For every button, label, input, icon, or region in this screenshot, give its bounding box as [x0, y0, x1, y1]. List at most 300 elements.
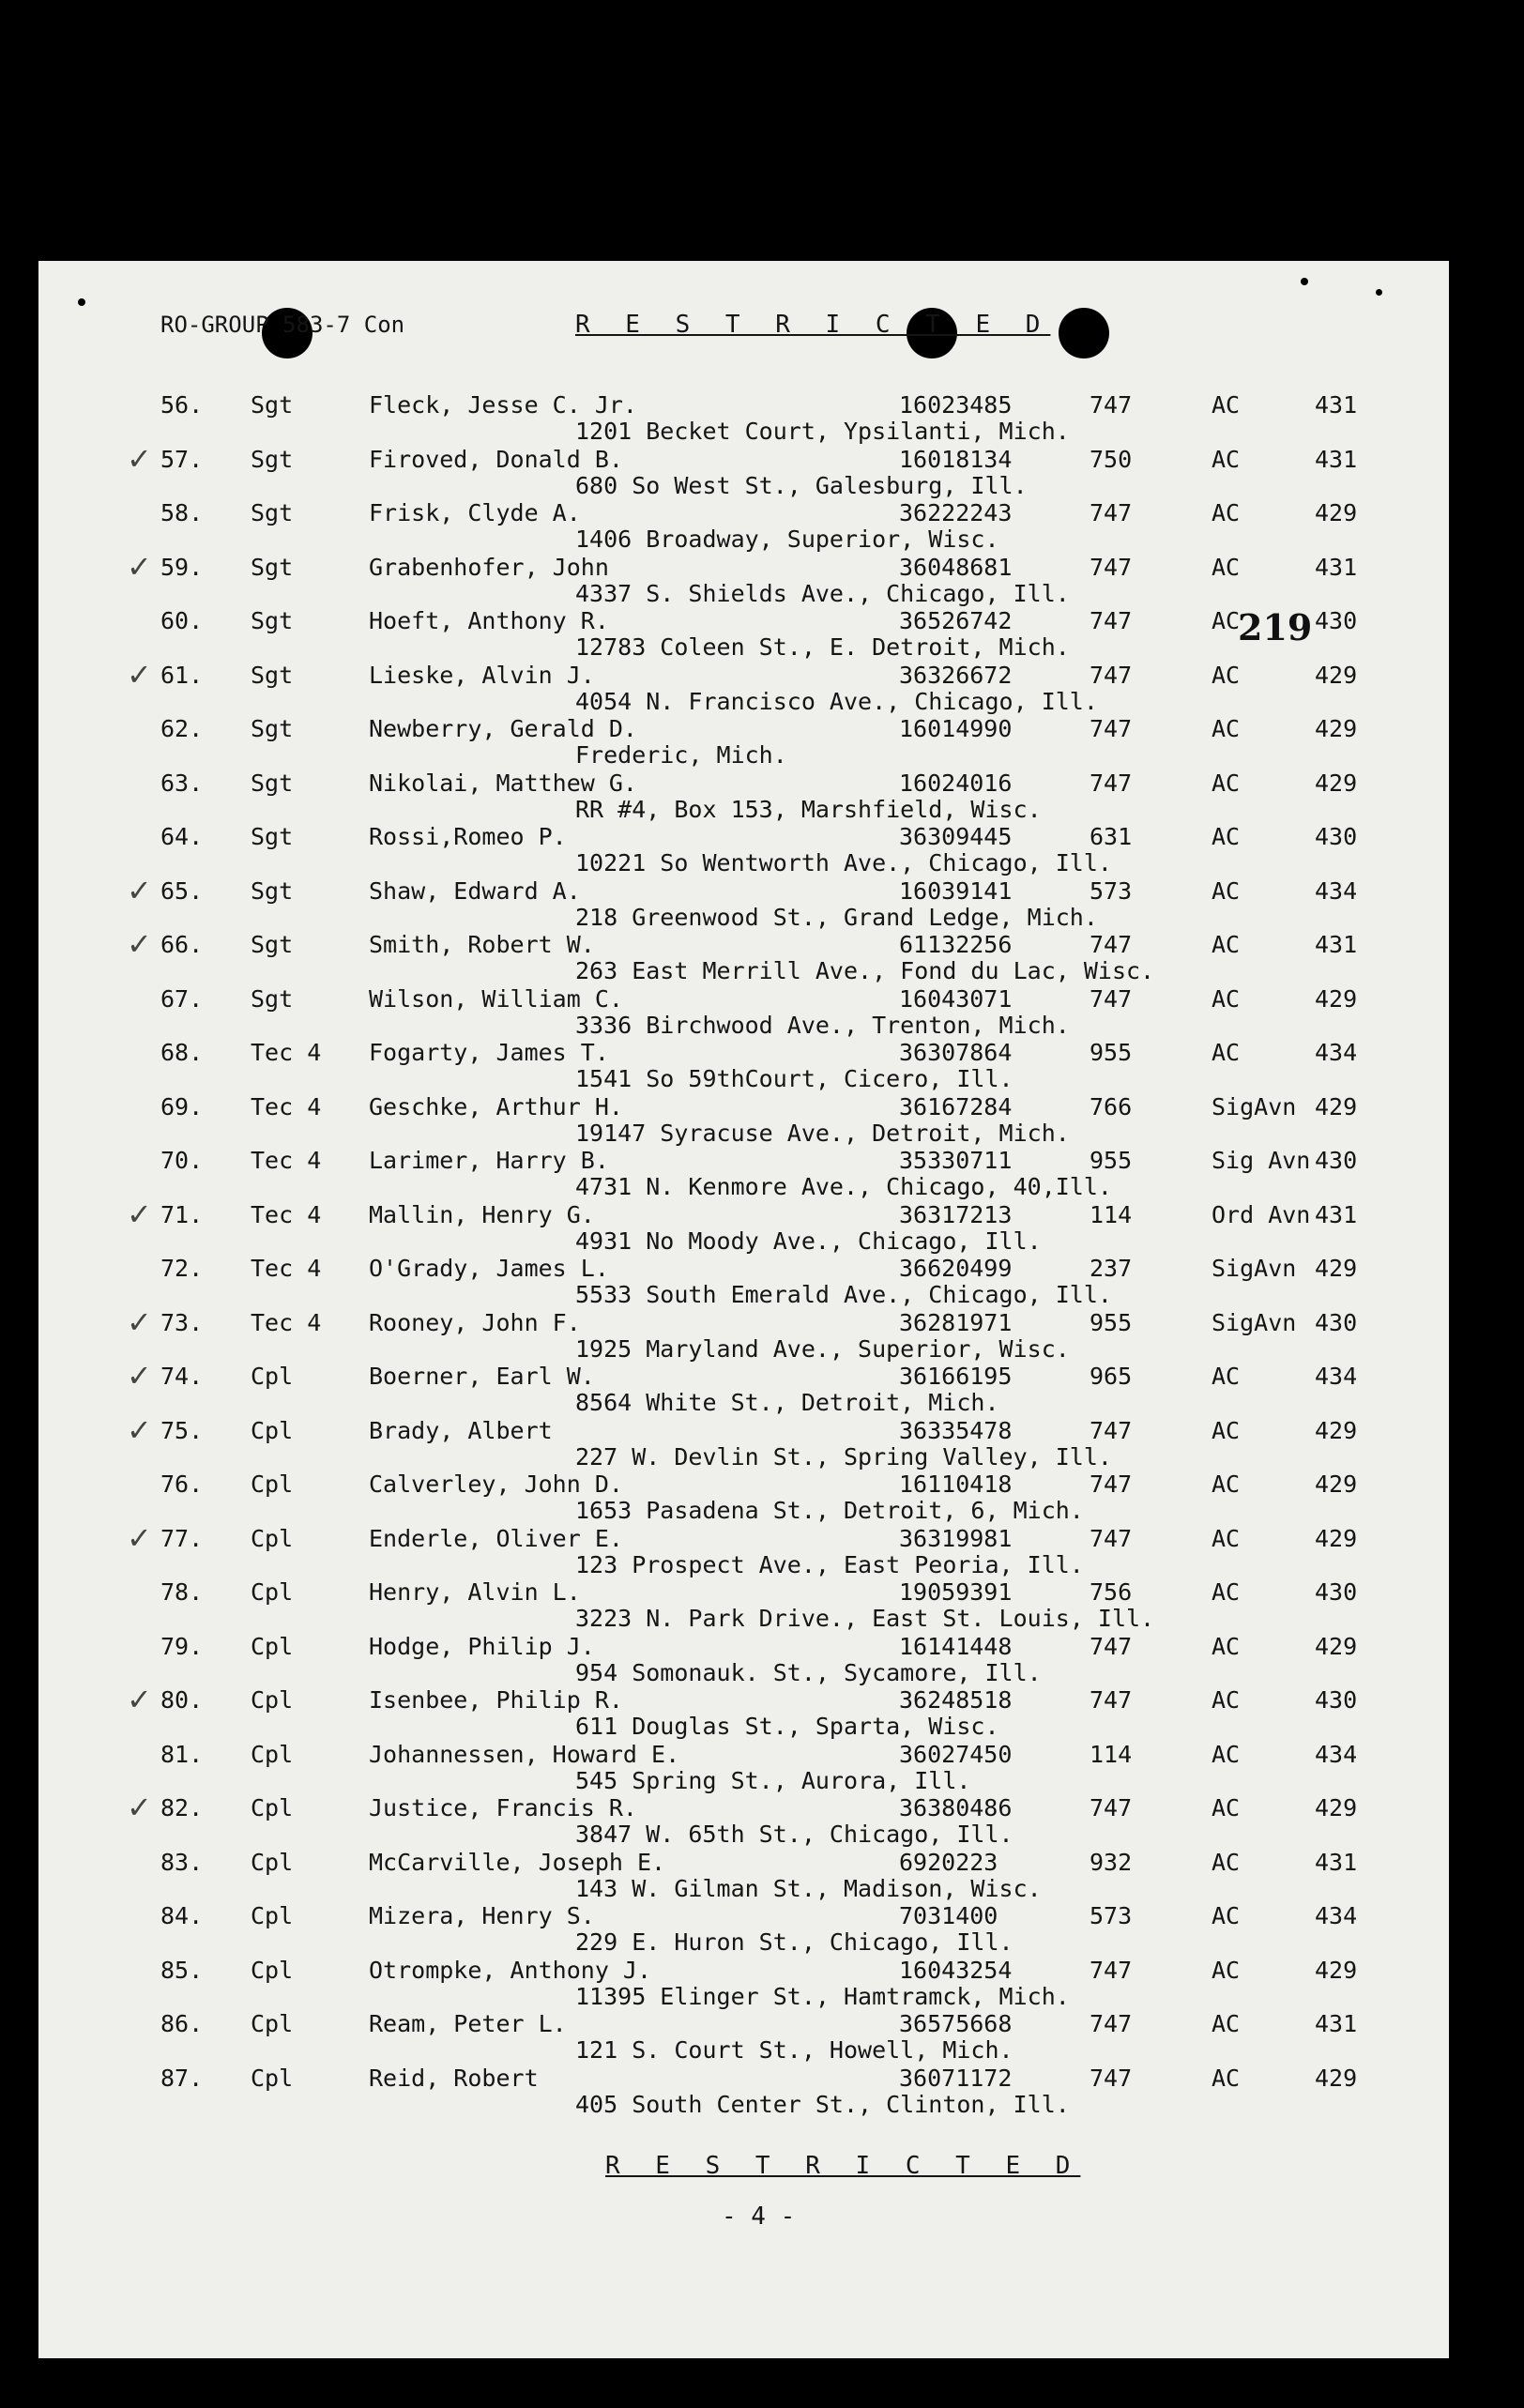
roster-address: 19147 Syracuse Ave., Detroit, Mich.	[575, 1120, 1070, 1147]
roster-no: 74.	[160, 1363, 204, 1390]
roster-code: 430	[1315, 1686, 1358, 1714]
roster-name: Shaw, Edward A.	[369, 877, 581, 905]
roster-row	[38, 1304, 1449, 1340]
roster-name: Mallin, Henry G.	[369, 1201, 595, 1228]
roster-rank: Sgt	[251, 931, 294, 958]
roster-code: 429	[1315, 1093, 1358, 1120]
roster-rank: Cpl	[251, 1633, 294, 1660]
roster-address: 545 Spring St., Aurora, Ill.	[575, 1767, 971, 1794]
roster-name: Ream, Peter L.	[369, 2010, 567, 2037]
roster-no: 80.	[160, 1686, 204, 1714]
roster-name: Johannessen, Howard E.	[369, 1741, 680, 1768]
roster-no: 63.	[160, 770, 204, 797]
roster-name: Calverley, John D.	[369, 1471, 623, 1498]
roster-rank: Cpl	[251, 1957, 294, 1984]
roster-rank: Tec 4	[251, 1147, 322, 1174]
roster-address: 3336 Birchwood Ave., Trenton, Mich.	[575, 1012, 1070, 1039]
roster-name: Smith, Robert W.	[369, 931, 595, 958]
roster-no: 84.	[160, 1902, 204, 1929]
roster-row	[38, 1790, 1449, 1825]
roster-name: Nikolai, Matthew G.	[369, 770, 637, 797]
roster-rank: Sgt	[251, 985, 294, 1013]
roster-code: 429	[1315, 1255, 1358, 1282]
roster-no: 79.	[160, 1633, 204, 1660]
roster-address: 121 S. Court St., Howell, Mich.	[575, 2036, 1013, 2064]
roster-row	[38, 1634, 1449, 1662]
roster-name: Fleck, Jesse C. Jr.	[369, 391, 637, 419]
roster-name: Larimer, Harry B.	[369, 1147, 609, 1174]
roster-code: 429	[1315, 2065, 1358, 2092]
roster-name: Justice, Francis R.	[369, 1794, 637, 1821]
roster-rank: Tec 4	[251, 1039, 322, 1066]
roster-name: Boerner, Earl W.	[369, 1363, 595, 1390]
roster-mos: 747	[1090, 2065, 1133, 2092]
roster-mos: 747	[1090, 1417, 1133, 1444]
roster-rank: Sgt	[251, 499, 294, 526]
roster-row	[38, 1742, 1449, 1770]
roster-rank: Cpl	[251, 1363, 294, 1390]
roster-code: 434	[1315, 1363, 1358, 1390]
roster-branch: AC	[1212, 2010, 1241, 2037]
roster-name: Otrompke, Anthony J.	[369, 1957, 652, 1984]
roster-mos: 747	[1090, 1525, 1133, 1552]
roster-row	[38, 1520, 1449, 1556]
roster-rank: Cpl	[251, 1417, 294, 1444]
roster-list	[38, 261, 1449, 2358]
roster-no: 68.	[160, 1039, 204, 1066]
roster-name: Firoved, Donald B.	[369, 446, 623, 473]
checkmark-icon: ✓	[127, 549, 152, 585]
roster-row	[38, 1958, 1449, 1986]
roster-no: 87.	[160, 2065, 204, 2092]
roster-serial: 16014990	[899, 715, 1013, 742]
roster-mos: 237	[1090, 1255, 1133, 1282]
roster-serial: 16043071	[899, 985, 1013, 1013]
roster-name: Enderle, Oliver E.	[369, 1525, 623, 1552]
roster-mos: 747	[1090, 554, 1133, 581]
roster-serial: 36048681	[899, 554, 1013, 581]
roster-row	[38, 716, 1449, 744]
roster-row	[38, 1094, 1449, 1122]
roster-branch: Ord Avn	[1212, 1201, 1311, 1228]
roster-no: 77.	[160, 1525, 204, 1552]
roster-no: 76.	[160, 1471, 204, 1498]
roster-branch: AC	[1212, 877, 1241, 905]
roster-serial: 36620499	[899, 1255, 1013, 1282]
roster-row	[38, 441, 1449, 477]
roster-mos: 955	[1090, 1147, 1133, 1174]
roster-branch: AC	[1212, 446, 1241, 473]
roster-rank: Cpl	[251, 1578, 294, 1606]
roster-rank: Cpl	[251, 1902, 294, 1929]
roster-code: 429	[1315, 770, 1358, 797]
roster-name: Grabenhofer, John	[369, 554, 609, 581]
roster-row	[38, 1471, 1449, 1500]
roster-address: 4337 S. Shields Ave., Chicago, Ill.	[575, 580, 1070, 607]
roster-serial: 16039141	[899, 877, 1013, 905]
roster-rank: Cpl	[251, 1471, 294, 1498]
roster-branch: AC	[1212, 1525, 1241, 1552]
roster-name: Mizera, Henry S.	[369, 1902, 595, 1929]
roster-serial: 36307864	[899, 1039, 1013, 1066]
roster-mos: 766	[1090, 1093, 1133, 1120]
roster-branch: AC	[1212, 499, 1241, 526]
roster-code: 431	[1315, 2010, 1358, 2037]
roster-mos: 965	[1090, 1363, 1133, 1390]
roster-no: 64.	[160, 823, 204, 850]
roster-no: 66.	[160, 931, 204, 958]
roster-row	[38, 1196, 1449, 1232]
roster-rank: Cpl	[251, 1794, 294, 1821]
roster-address: 263 East Merrill Ave., Fond du Lac, Wisc.	[575, 957, 1155, 984]
checkmark-icon: ✓	[127, 1304, 152, 1340]
roster-code: 430	[1315, 1578, 1358, 1606]
roster-branch: AC	[1212, 607, 1241, 634]
roster-name: Hodge, Philip J.	[369, 1633, 595, 1660]
roster-branch: AC	[1212, 1417, 1241, 1444]
roster-branch: SigAvn	[1212, 1309, 1297, 1336]
checkmark-icon: ✓	[127, 1358, 152, 1394]
roster-branch: AC	[1212, 985, 1241, 1013]
roster-code: 434	[1315, 1741, 1358, 1768]
roster-mos: 114	[1090, 1741, 1133, 1768]
roster-code: 429	[1315, 662, 1358, 689]
roster-branch: AC	[1212, 1633, 1241, 1660]
roster-rank: Tec 4	[251, 1093, 322, 1120]
roster-row	[38, 926, 1449, 962]
speck	[480, 36, 489, 44]
roster-row	[38, 1148, 1449, 1176]
roster-code: 431	[1315, 931, 1358, 958]
roster-row	[38, 1412, 1449, 1448]
roster-no: 85.	[160, 1957, 204, 1984]
checkmark-icon: ✓	[127, 873, 152, 908]
roster-row	[38, 1256, 1449, 1284]
roster-branch: AC	[1212, 1471, 1241, 1498]
roster-address: 1406 Broadway, Superior, Wisc.	[575, 526, 999, 553]
roster-code: 430	[1315, 1147, 1358, 1174]
roster-no: 62.	[160, 715, 204, 742]
roster-address: Frederic, Mich.	[575, 741, 787, 769]
checkmark-icon: ✓	[127, 1682, 152, 1717]
roster-serial: 36281971	[899, 1309, 1013, 1336]
roster-address: 405 South Center St., Clinton, Ill.	[575, 2091, 1070, 2118]
roster-branch: AC	[1212, 1957, 1241, 1984]
roster-branch: AC	[1212, 1686, 1241, 1714]
roster-row	[38, 2065, 1449, 2094]
roster-mos: 747	[1090, 1471, 1133, 1498]
roster-mos: 747	[1090, 1633, 1133, 1660]
roster-no: 71.	[160, 1201, 204, 1228]
roster-name: Geschke, Arthur H.	[369, 1093, 623, 1120]
roster-mos: 955	[1090, 1309, 1133, 1336]
roster-address: 123 Prospect Ave., East Peoria, Ill.	[575, 1551, 1084, 1578]
roster-code: 429	[1315, 1417, 1358, 1444]
roster-row	[38, 500, 1449, 528]
roster-branch: AC	[1212, 1794, 1241, 1821]
roster-no: 78.	[160, 1578, 204, 1606]
roster-no: 72.	[160, 1255, 204, 1282]
roster-address: 4731 N. Kenmore Ave., Chicago, 40,Ill.	[575, 1173, 1112, 1200]
roster-serial: 19059391	[899, 1578, 1013, 1606]
roster-branch: Sig Avn	[1212, 1147, 1311, 1174]
roster-rank: Tec 4	[251, 1309, 322, 1336]
roster-serial: 6920223	[899, 1849, 998, 1876]
roster-rank: Cpl	[251, 2065, 294, 2092]
speck	[259, 62, 272, 71]
roster-serial: 7031400	[899, 1902, 998, 1929]
roster-mos: 573	[1090, 1902, 1133, 1929]
roster-address: 218 Greenwood St., Grand Ledge, Mich.	[575, 904, 1098, 931]
roster-rank: Sgt	[251, 770, 294, 797]
roster-rank: Cpl	[251, 1849, 294, 1876]
roster-row	[38, 1850, 1449, 1878]
roster-address: 1925 Maryland Ave., Superior, Wisc.	[575, 1335, 1070, 1363]
roster-code: 431	[1315, 446, 1358, 473]
checkmark-icon: ✓	[127, 926, 152, 962]
roster-rank: Cpl	[251, 1741, 294, 1768]
roster-row	[38, 824, 1449, 852]
roster-code: 430	[1315, 1309, 1358, 1336]
roster-address: 10221 So Wentworth Ave., Chicago, Ill.	[575, 849, 1112, 876]
roster-name: Fogarty, James T.	[369, 1039, 609, 1066]
roster-branch: AC	[1212, 554, 1241, 581]
speck	[364, 143, 375, 152]
header-restricted: R E S T R I C T E D	[575, 311, 1051, 339]
document-page	[38, 261, 1449, 2358]
roster-no: 81.	[160, 1741, 204, 1768]
roster-code: 434	[1315, 1039, 1358, 1066]
roster-mos: 747	[1090, 985, 1133, 1013]
roster-name: Lieske, Alvin J.	[369, 662, 595, 689]
roster-serial: 35330711	[899, 1147, 1013, 1174]
roster-code: 429	[1315, 1525, 1358, 1552]
roster-row	[38, 873, 1449, 908]
roster-serial: 16023485	[899, 391, 1013, 419]
roster-rank: Sgt	[251, 715, 294, 742]
roster-serial: 16043254	[899, 1957, 1013, 1984]
roster-branch: SigAvn	[1212, 1093, 1297, 1120]
roster-mos: 747	[1090, 499, 1133, 526]
roster-mos: 114	[1090, 1201, 1133, 1228]
roster-address: 611 Douglas St., Sparta, Wisc.	[575, 1713, 999, 1740]
roster-serial: 36326672	[899, 662, 1013, 689]
roster-no: 70.	[160, 1147, 204, 1174]
roster-serial: 36335478	[899, 1417, 1013, 1444]
roster-mos: 747	[1090, 770, 1133, 797]
roster-code: 431	[1315, 554, 1358, 581]
checkmark-icon: ✓	[127, 1412, 152, 1448]
roster-address: 3223 N. Park Drive., East St. Louis, Ill.	[575, 1605, 1155, 1632]
roster-branch: AC	[1212, 1039, 1241, 1066]
roster-address: 1653 Pasadena St., Detroit, 6, Mich.	[575, 1497, 1084, 1524]
roster-branch: AC	[1212, 391, 1241, 419]
roster-no: 57.	[160, 446, 204, 473]
roster-no: 69.	[160, 1093, 204, 1120]
roster-mos: 955	[1090, 1039, 1133, 1066]
roster-branch: AC	[1212, 1578, 1241, 1606]
roster-serial: 16110418	[899, 1471, 1013, 1498]
roster-mos: 747	[1090, 1794, 1133, 1821]
roster-no: 73.	[160, 1309, 204, 1336]
roster-row	[38, 549, 1449, 585]
roster-row	[38, 1358, 1449, 1394]
roster-mos: 747	[1090, 607, 1133, 634]
roster-row	[38, 657, 1449, 693]
header-group-code: RO-GROUP 583-7 Con	[160, 312, 405, 338]
roster-name: O'Grady, James L.	[369, 1255, 609, 1282]
roster-no: 83.	[160, 1849, 204, 1876]
roster-rank: Tec 4	[251, 1255, 322, 1282]
roster-row	[38, 2011, 1449, 2039]
roster-serial: 36526742	[899, 607, 1013, 634]
roster-code: 430	[1315, 823, 1358, 850]
roster-name: Wilson, William C.	[369, 985, 623, 1013]
roster-rank: Sgt	[251, 607, 294, 634]
checkmark-icon: ✓	[127, 441, 152, 477]
roster-address: 5533 South Emerald Ave., Chicago, Ill.	[575, 1281, 1112, 1308]
roster-code: 430	[1315, 607, 1358, 634]
roster-code: 429	[1315, 1794, 1358, 1821]
roster-rank: Cpl	[251, 2010, 294, 2037]
roster-no: 56.	[160, 391, 204, 419]
roster-address: RR #4, Box 153, Marshfield, Wisc.	[575, 796, 1042, 823]
page-number: - 4 -	[722, 2202, 796, 2231]
roster-address: 1201 Becket Court, Ypsilanti, Mich.	[575, 418, 1070, 445]
roster-branch: AC	[1212, 931, 1241, 958]
roster-rank: Sgt	[251, 877, 294, 905]
roster-serial: 36380486	[899, 1794, 1013, 1821]
roster-row	[38, 1903, 1449, 1931]
roster-serial: 36317213	[899, 1201, 1013, 1228]
roster-serial: 16024016	[899, 770, 1013, 797]
roster-code: 431	[1315, 391, 1358, 419]
roster-serial: 36166195	[899, 1363, 1013, 1390]
roster-serial: 16141448	[899, 1633, 1013, 1660]
roster-address: 227 W. Devlin St., Spring Valley, Ill.	[575, 1443, 1112, 1471]
roster-no: 75.	[160, 1417, 204, 1444]
roster-address: 1541 So 59thCourt, Cicero, Ill.	[575, 1065, 1013, 1092]
roster-serial: 36575668	[899, 2010, 1013, 2037]
roster-no: 82.	[160, 1794, 204, 1821]
roster-rank: Tec 4	[251, 1201, 322, 1228]
roster-branch: AC	[1212, 770, 1241, 797]
roster-rank: Cpl	[251, 1525, 294, 1552]
roster-row	[38, 770, 1449, 799]
roster-code: 429	[1315, 499, 1358, 526]
roster-rank: Cpl	[251, 1686, 294, 1714]
roster-rank: Sgt	[251, 823, 294, 850]
roster-mos: 750	[1090, 446, 1133, 473]
roster-name: Brady, Albert	[369, 1417, 553, 1444]
roster-serial: 36309445	[899, 823, 1013, 850]
roster-code: 431	[1315, 1849, 1358, 1876]
roster-code: 429	[1315, 1957, 1358, 1984]
roster-no: 67.	[160, 985, 204, 1013]
roster-code: 434	[1315, 877, 1358, 905]
roster-serial: 36027450	[899, 1741, 1013, 1768]
roster-code: 431	[1315, 1201, 1358, 1228]
roster-branch: AC	[1212, 1902, 1241, 1929]
roster-serial: 36248518	[899, 1686, 1013, 1714]
roster-branch: AC	[1212, 823, 1241, 850]
roster-branch: AC	[1212, 1849, 1241, 1876]
roster-branch: AC	[1212, 1741, 1241, 1768]
roster-code: 429	[1315, 1633, 1358, 1660]
footer-restricted: R E S T R I C T E D	[605, 2152, 1081, 2180]
roster-no: 65.	[160, 877, 204, 905]
roster-address: 3847 W. 65th St., Chicago, Ill.	[575, 1821, 1013, 1848]
roster-code: 429	[1315, 715, 1358, 742]
roster-row	[38, 1579, 1449, 1608]
roster-mos: 747	[1090, 1686, 1133, 1714]
roster-address: 954 Somonauk. St., Sycamore, Ill.	[575, 1659, 1042, 1686]
roster-mos: 747	[1090, 391, 1133, 419]
roster-rank: Sgt	[251, 662, 294, 689]
roster-no: 86.	[160, 2010, 204, 2037]
roster-name: Rossi,Romeo P.	[369, 823, 567, 850]
roster-address: 11395 Elinger St., Hamtramck, Mich.	[575, 1983, 1070, 2010]
roster-name: Reid, Robert	[369, 2065, 539, 2092]
roster-name: McCarville, Joseph E.	[369, 1849, 666, 1876]
roster-mos: 932	[1090, 1849, 1133, 1876]
roster-row	[38, 392, 1449, 420]
roster-no: 58.	[160, 499, 204, 526]
roster-branch: AC	[1212, 715, 1241, 742]
roster-mos: 747	[1090, 931, 1133, 958]
roster-address: 12783 Coleen St., E. Detroit, Mich.	[575, 633, 1070, 661]
roster-mos: 631	[1090, 823, 1133, 850]
roster-branch: AC	[1212, 1363, 1241, 1390]
roster-address: 8564 White St., Detroit, Mich.	[575, 1389, 999, 1416]
roster-branch: AC	[1212, 2065, 1241, 2092]
stamp-number: 219	[1238, 606, 1313, 648]
roster-address: 4931 No Moody Ave., Chicago, Ill.	[575, 1227, 1042, 1255]
checkmark-icon: ✓	[127, 657, 152, 693]
roster-name: Newberry, Gerald D.	[369, 715, 637, 742]
roster-serial: 36319981	[899, 1525, 1013, 1552]
roster-branch: AC	[1212, 662, 1241, 689]
checkmark-icon: ✓	[127, 1790, 152, 1825]
roster-serial: 61132256	[899, 931, 1013, 958]
roster-row	[38, 608, 1449, 636]
roster-branch: SigAvn	[1212, 1255, 1297, 1282]
roster-address: 143 W. Gilman St., Madison, Wisc.	[575, 1875, 1042, 1902]
roster-code: 434	[1315, 1902, 1358, 1929]
roster-name: Rooney, John F.	[369, 1309, 581, 1336]
roster-mos: 747	[1090, 715, 1133, 742]
roster-mos: 747	[1090, 662, 1133, 689]
roster-rank: Sgt	[251, 446, 294, 473]
roster-mos: 756	[1090, 1578, 1133, 1606]
roster-serial: 36167284	[899, 1093, 1013, 1120]
roster-rank: Sgt	[251, 554, 294, 581]
roster-name: Henry, Alvin L.	[369, 1578, 581, 1606]
roster-serial: 16018134	[899, 446, 1013, 473]
roster-serial: 36222243	[899, 499, 1013, 526]
roster-row	[38, 986, 1449, 1014]
roster-address: 680 So West St., Galesburg, Ill.	[575, 472, 1028, 499]
roster-address: 4054 N. Francisco Ave., Chicago, Ill.	[575, 688, 1098, 715]
roster-code: 429	[1315, 1471, 1358, 1498]
roster-no: 60.	[160, 607, 204, 634]
roster-name: Isenbee, Philip R.	[369, 1686, 623, 1714]
roster-name: Frisk, Clyde A.	[369, 499, 581, 526]
roster-row	[38, 1682, 1449, 1717]
roster-code: 429	[1315, 985, 1358, 1013]
roster-mos: 747	[1090, 1957, 1133, 1984]
roster-name: Hoeft, Anthony R.	[369, 607, 609, 634]
